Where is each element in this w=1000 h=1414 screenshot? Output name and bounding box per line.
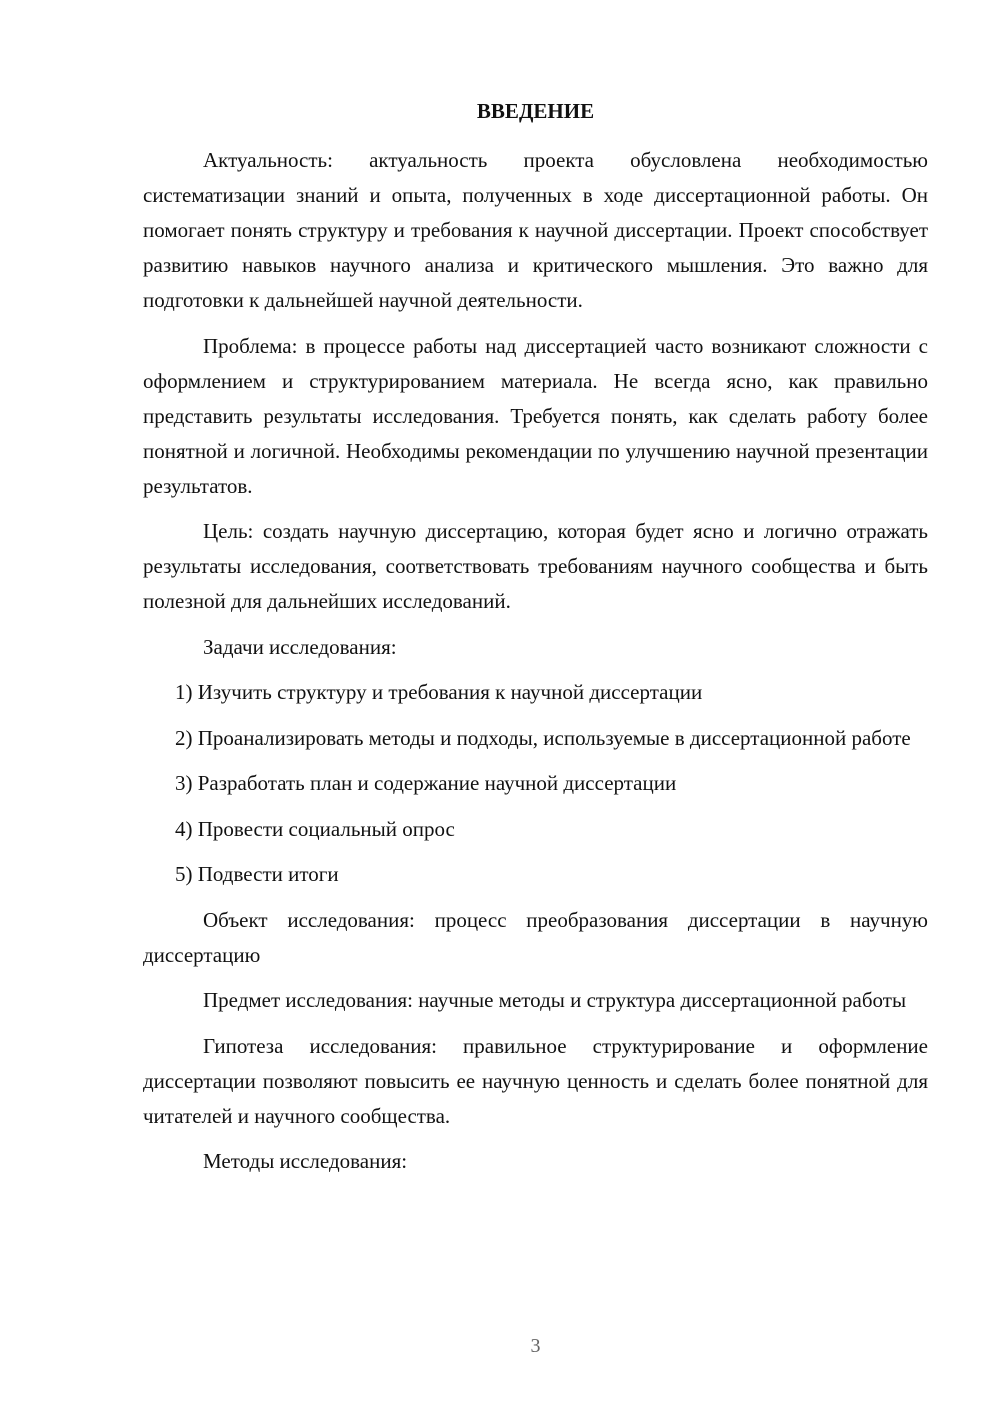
- list-item: 5) Подвести итоги: [175, 862, 339, 886]
- paragraph-object: Объект исследования: процесс преобразования диссертации в научную диссертацию: [143, 907, 928, 967]
- paragraph-subject: Предмет исследования: научные методы и структура диссертационной работы: [203, 988, 907, 1012]
- list-item: 1) Изучить структуру и требования к научной диссертации: [175, 680, 703, 704]
- list-item: 3) Разработать план и содержание научной диссертации: [175, 771, 677, 795]
- paragraph-relevance: Актуальность: актуальность проекта обусловлена необходимостью систематизации знаний и опыта, полученных в ходе диссертационной работы. Он помогает понять структуру и требования к научной диссертации. Проект способствует развитию навыков научного анализа и критического мышления. Это важно для подготовки к дальнейшей научной деятельности.: [143, 148, 928, 312]
- list-item: 2) Проанализировать методы и подходы, используемые в диссертационной работе: [175, 725, 911, 750]
- paragraph-problem: Проблема: в процессе работы над диссертацией часто возникают сложности с оформлением и структурированием материала. Не всегда ясно, как правильно представить результаты исследования. Требуется понять, как сделать работу более понятной и логичной. Необходимы рекомендации по улучшению научной презентации результатов.: [143, 333, 928, 498]
- page-number: 3: [530, 1335, 541, 1357]
- paragraph-tasks-heading: Задачи исследования:: [203, 634, 397, 659]
- paragraph-goal: Цель: создать научную диссертацию, которая будет ясно и логично отражать результаты исследования, соответствовать требованиям научного сообщества и быть полезной для дальнейших исследований.: [143, 519, 928, 613]
- paragraph-methods: Методы исследования:: [203, 1149, 408, 1173]
- document-body: [143, 143, 928, 1190]
- document-page: [143, 0, 928, 1414]
- list-item: 4) Провести социальный опрос: [175, 816, 455, 841]
- paragraph-hypothesis: Гипотеза исследования: правильное структурирование и оформление диссертации позволяют повысить ее научную ценность и сделать более понятной для читателей и научного сообщества.: [143, 1033, 928, 1128]
- page-title: ВВЕДЕНИЕ: [476, 99, 595, 123]
